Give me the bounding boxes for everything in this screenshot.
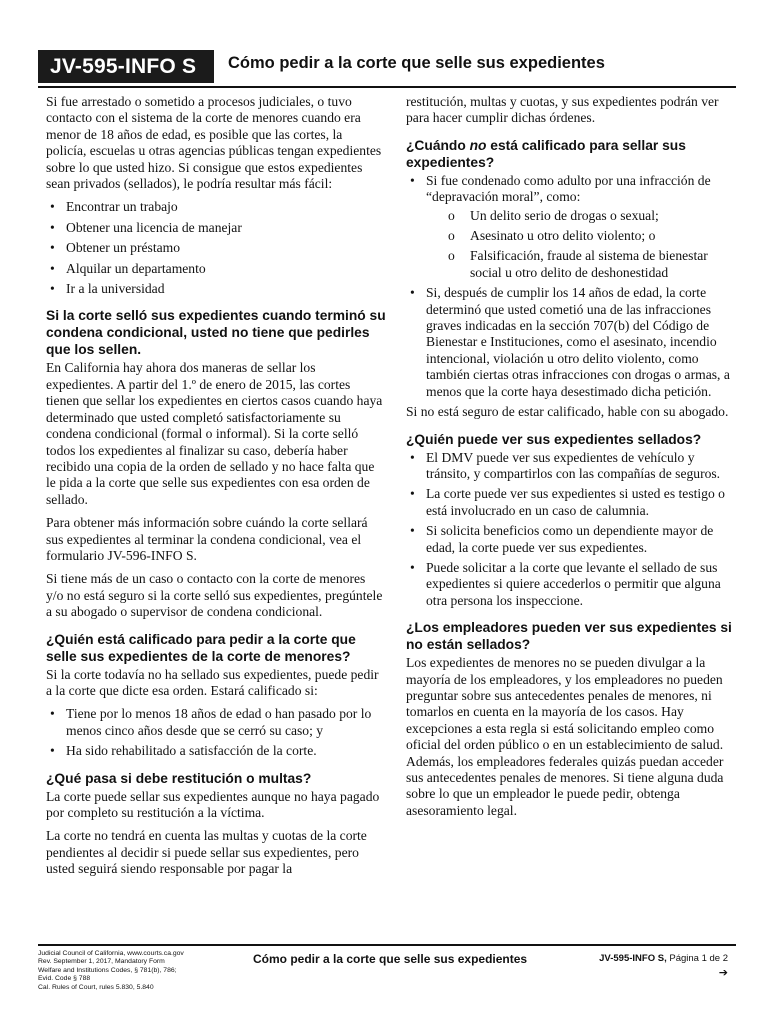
- footer-title: Cómo pedir a la corte que selle sus expedientes: [253, 952, 528, 966]
- paragraph: restitución, multas y cuotas, y sus expedientes podrán ver para hacer cumplir dichas órdenes.: [406, 94, 719, 126]
- section-heading-eligibility: ¿Quién está calificado para pedir a la corte que selle sus expedientes de la corte de menores?: [46, 631, 356, 664]
- section-heading-restitution: ¿Qué pasa si debe restitución o multas?: [46, 770, 312, 786]
- list-item-text: Si fue condenado como adulto por una infracción de “depravación moral”, como:: [426, 172, 711, 205]
- heading-text: ¿Cuándo: [406, 137, 470, 153]
- intro-paragraph: Si fue arrestado o sometido a procesos judiciales, o tuvo contacto con el sistema de la corte de menores cuando era menor de 18 años de edad, es posible que las cortes, la policía, escuelas u otras agencias públicas tengan expedientes sobre lo que usted hizo. Si consigue que estos expedientes sean privados (sellados), le podría resultar más fácil:: [46, 94, 382, 192]
- not-eligible-list: [406, 173, 738, 400]
- list-item: • El DMV puede ver sus expedientes de vehículo y tránsito, y compartirlos con las compañías de seguros.: [406, 450, 738, 483]
- list-item: • Ha sido rehabilitado a satisfacción de la corte.: [46, 743, 386, 759]
- page-footer: [38, 944, 736, 1004]
- who-can-see-list: [406, 450, 738, 610]
- list-item: • Obtener una licencia de manejar: [46, 220, 386, 236]
- footer-meta-line: Evid. Code § 788: [38, 975, 91, 983]
- arrow-right-icon[interactable]: ➔: [718, 966, 728, 979]
- paragraph: La corte puede sellar sus expedientes aunque no haya pagado por completo su restitución a la víctima.: [46, 788, 380, 820]
- section-heading-not-eligible: [406, 137, 738, 171]
- paragraph: Para obtener más información sobre cuándo la corte sellará sus expedientes al terminar la condena condicional, vea el formulario JV-596-INFO S.: [46, 515, 368, 563]
- list-item: [406, 173, 738, 281]
- heading-emphasis: no: [469, 137, 487, 153]
- paragraph: La corte no tendrá en cuenta las multas y cuotas de la corte pendientes al decidir si puede sellar sus expedientes, pero usted seguirá siendo responsable por pagar la: [46, 828, 367, 877]
- paragraph: Si no está seguro de estar calificado, hable con su abogado.: [406, 404, 729, 420]
- list-item: • Puede solicitar a la corte que levante el sellado de sus expedientes si quiere accederlos o permitir que alguna otra persona los inspeccione.: [406, 560, 738, 609]
- footer-meta-line: Judicial Council of California, www.courts.ca.gov: [38, 950, 184, 957]
- paragraph: Si tiene más de un caso o contacto con la corte de menores y/o no está seguro si la corte selló sus expedientes, pregúntele a su abogado o supervisor de condena condicional.: [46, 571, 383, 620]
- header-divider: [38, 86, 736, 88]
- footer-form-id: JV-595-INFO S,: [599, 953, 667, 964]
- list-item: • La corte puede ver sus expedientes si usted es testigo o está involucrado en un caso de calumnia.: [406, 486, 738, 519]
- footer-divider: [38, 944, 736, 946]
- paragraph: Si la corte todavía no ha sellado sus expedientes, puede pedir a la corte que dicte esa orden. Estará calificado si:: [46, 666, 379, 698]
- sub-list: [426, 208, 738, 282]
- footer-meta-line: Rev. September 1, 2017, Mandatory Form: [38, 958, 165, 966]
- right-column: [406, 94, 738, 826]
- list-item: • Tiene por lo menos 18 años de edad o han pasado por lo menos cinco años desde que se cerró su caso; y: [46, 706, 386, 739]
- list-item: • Si, después de cumplir los 14 años de edad, la corte determinó que usted cometió una de las infracciones graves indicadas en la sección 707(b) del Código de Bienestar e Instituciones, como el asesinato, incendio intencional, violación u otro delito violento, como también ciertas otras infracciones con drogas o armas, a menos que la corte haya desestimado dicha petición.: [406, 285, 738, 400]
- paragraph: En California hay ahora dos maneras de sellar los expedientes. A partir del 1.º de enero de 2015, las cortes tienen que sellar los expedientes en ciertos casos cuando haya determinado que usted completó satisfactoriamente su condena condicional (formal o informal). Si la corte selló todos los expedientes al finalizar su caso, debería haber recibido una copia de la orden de sellado y no hace falta que le pida a la corte que selle sus expedientes con esa orden de sellado.: [46, 360, 383, 507]
- section-heading-who-can-see: ¿Quién puede ver sus expedientes sellados?: [406, 431, 702, 447]
- form-id-badge: JV-595-INFO S: [38, 50, 214, 83]
- sub-list-item: o Un delito serio de drogas o sexual;: [426, 208, 738, 224]
- footer-meta-line: Welfare and Institutions Codes, § 781(b), 786;: [38, 966, 177, 974]
- list-item: • Obtener un préstamo: [46, 240, 386, 256]
- list-item: • Encontrar un trabajo: [46, 199, 386, 215]
- eligibility-list: [46, 706, 386, 759]
- list-item: • Ir a la universidad: [46, 281, 386, 297]
- list-item: • Alquilar un departamento: [46, 261, 386, 277]
- benefits-list: [46, 199, 386, 297]
- section-heading-sealed-probation: Si la corte selló sus expedientes cuando terminó su condena condicional, usted no tiene que pedirles que los sellen.: [46, 308, 386, 358]
- footer-meta-line: Cal. Rules of Court, rules 5.830, 5.840: [38, 983, 154, 991]
- sub-list-item: o Falsificación, fraude al sistema de bienestar social u otro delito de deshonestidad: [426, 248, 738, 281]
- sub-list-item: o Asesinato u otro delito violento; o: [426, 228, 738, 244]
- page-number: [599, 953, 728, 964]
- list-item: • Si solicita beneficios como un dependiente mayor de edad, la corte puede ver sus expedientes.: [406, 523, 738, 556]
- heading-text: está calificado para sellar sus expedientes?: [406, 137, 686, 170]
- paragraph: Los expedientes de menores no se pueden divulgar a la mayoría de los empleadores, y los empleadores no pueden preguntar sobre sus antecedentes penales de menores, ni tomarlos en cuenta en la mayoría de los casos. Hay excepciones a esta regla si está solicitando empleo como oficial del orden público o en un establecimiento de salud. Además, los empleadores federales quizás puedan acceder sus antecedentes penales de menores. Si tiene alguna duda sobre lo que un empleador le puede pedir, obtenga asesoramiento legal.: [406, 655, 724, 818]
- page-header: [38, 50, 736, 86]
- page-count: Página 1 de 2: [666, 953, 728, 964]
- page-title: Cómo pedir a la corte que selle sus expedientes: [228, 54, 605, 72]
- left-column: [46, 94, 386, 885]
- section-heading-employers: ¿Los empleadores pueden ver sus expedientes si no están sellados?: [406, 620, 732, 653]
- footer-citation: [38, 950, 184, 992]
